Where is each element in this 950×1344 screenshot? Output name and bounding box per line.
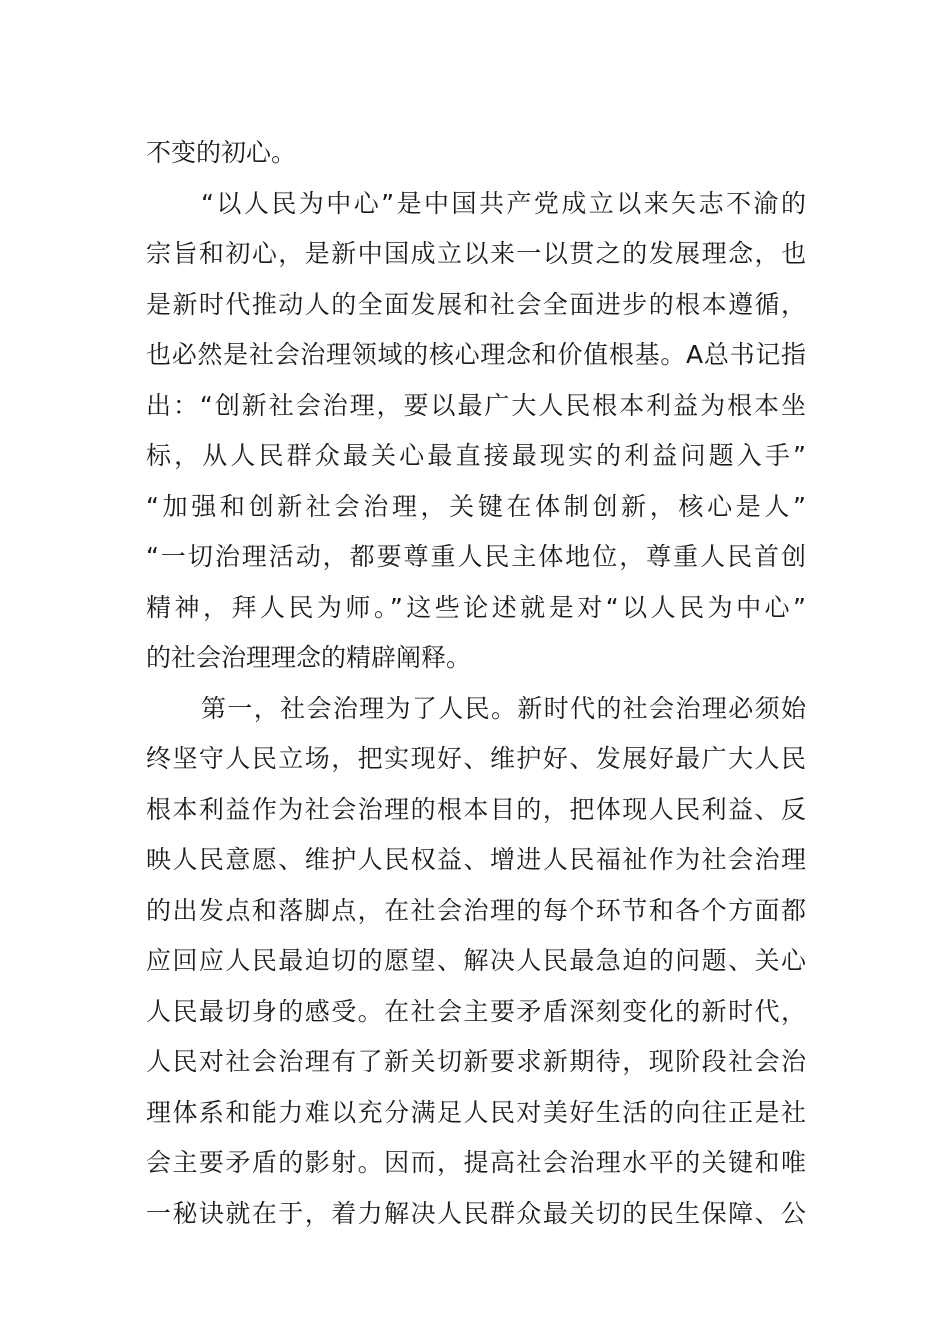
text-line: 映人民意愿、维护人民权益、增进人民福祉作为社会治理 — [146, 845, 806, 874]
text-line: “一切治理活动，都要尊重人民主体地位，尊重人民首创 — [146, 542, 806, 571]
text-line: 出：“创新社会治理，要以最广大人民根本利益为根本坐 — [146, 390, 806, 420]
text-line: 不变的初心。 — [146, 138, 297, 167]
text-line: 的社会治理理念的精辟阐释。 — [146, 643, 472, 672]
text-line: 的出发点和落脚点，在社会治理的每个环节和各个方面都 — [146, 895, 806, 925]
text-line: 是新时代推动人的全面发展和社会全面进步的根本遵循， — [146, 289, 806, 319]
text-line: 根本利益作为社会治理的根本目的，把体现人民利益、反 — [146, 794, 806, 824]
text-line: 终坚守人民立场，把实现好、维护好、发展好最广大人民 — [146, 744, 806, 773]
text-line: 应回应人民最迫切的愿望、解决人民最急迫的问题、关心 — [146, 946, 806, 975]
text-line: 一秘诀就在于，着力解决人民群众最关切的民生保障、公 — [146, 1198, 806, 1228]
text-line: 也必然是社会治理领域的核心理念和价值根基。A总书记指 — [146, 340, 806, 369]
text-line: 理体系和能力难以充分满足人民对美好生活的向往正是社 — [146, 1097, 806, 1127]
paragraph-first-line: 第一，社会治理为了人民。新时代的社会治理必须始 — [201, 693, 806, 723]
text-line: 精神，拜人民为师。”这些论述就是对“以人民为中心” — [146, 592, 806, 622]
text-line: 标，从人民群众最关心最直接最现实的利益问题入手” — [146, 441, 806, 470]
document-body — [146, 128, 806, 1239]
text-line: 宗旨和初心，是新中国成立以来一以贯之的发展理念，也 — [146, 239, 806, 268]
text-line: “加强和创新社会治理，关键在体制创新，核心是人” — [146, 491, 806, 521]
text-line: 人民最切身的感受。在社会主要矛盾深刻变化的新时代， — [146, 996, 806, 1026]
paragraph-first-line: “以人民为中心”是中国共产党成立以来矢志不渝的 — [201, 188, 806, 218]
text-line: 会主要矛盾的影射。因而，提高社会治理水平的关键和唯 — [146, 1148, 806, 1177]
text-line: 人民对社会治理有了新关切新要求新期待，现阶段社会治 — [146, 1047, 806, 1076]
